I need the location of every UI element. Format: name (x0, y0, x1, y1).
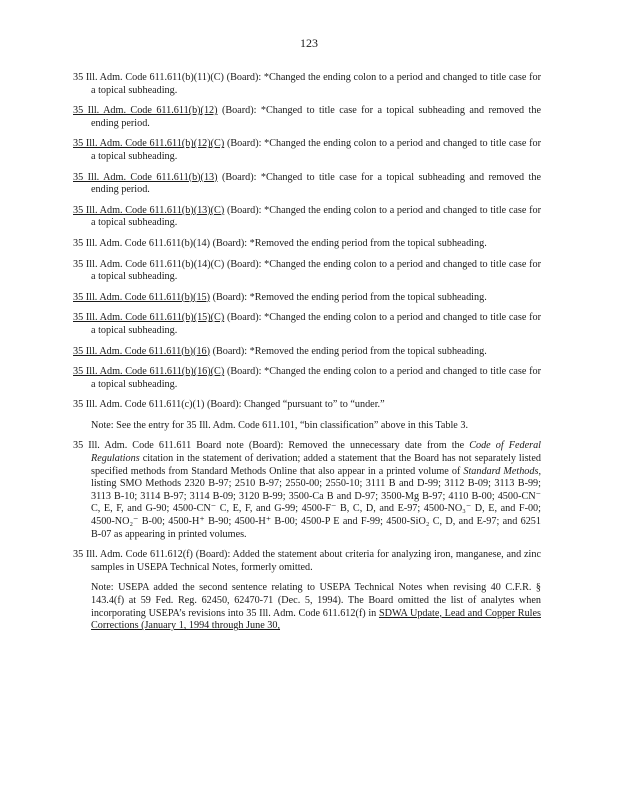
table-row (73, 346, 541, 359)
entry-611-612-f: 35 Ill. Adm. Code 611.612(f) (Board): Added the statement about criteria for analyzing iron, manganese, and zinc samples in USEPA Technical Notes, formerly omitted. (73, 549, 541, 573)
board-note-text-1: 35 Ill. Adm. Code 611.611 Board note (Board): Removed the unnecessary date from the (73, 440, 470, 452)
entry-description: (Board): *Removed the ending period from the topical subheading. (210, 291, 487, 303)
board-note-text-3: , listing SMO Methods 2320 B-97; 2510 B-97; 2550-00; 2550-10; 3111 B and D-99; 3112 B-09; 3113 B-99; 3113 B-10; 3114 B-97; 3114 B-09; 3120 B-99; 3500-Ca B and D-97; 3500-Mg B-97; 4110 B-00; 4500-CN⁻ C, E, F, and G-90; 4500-CN⁻ C, E, F, and G-99; 4500-F⁻ B, C, D, and E-97; 4500-NO₃⁻ D, E, and F-00; 4500-NO₂⁻ B-00; 4500-H⁺ B-90; 4500-H⁺ B-00; 4500-P E and F-99; 4500-SiO₂ C, D, and E-97; and 6251 B-07 as appearing in printed volumes. (91, 465, 541, 540)
page-number: 123 (300, 36, 318, 50)
table-row (73, 172, 541, 197)
entry-citation: 35 Ill. Adm. Code 611.611(b)(13)(C) (73, 204, 225, 216)
table-row (73, 138, 541, 163)
entry-citation: 35 Ill. Adm. Code 611.611(b)(16)(C) (73, 366, 225, 378)
note-usepa-text: Note: USEPA added the second sentence relating to USEPA Technical Notes when revising 40 C.F.R. § 143.4(f) at 59 Fed. Reg. 62450, 62470-71 (Dec. 5, 1994). The Board omitted the list of analytes when incorporating USEPA’s revisions into 35 Ill. Adm. Code 611.612(f) in (91, 582, 541, 619)
board-note-standard-methods: Standard Methods (463, 465, 539, 477)
board-note-text-2: citation in the statement of derivation; added a statement that the Board has not separately listed specified methods from Standard Methods Online that also appear in a printed volume of (91, 453, 541, 477)
table-row (73, 292, 541, 305)
entry-citation: 35 Ill. Adm. Code 611.611(b)(15) (73, 291, 211, 303)
entry-description: (Board): *Changed to title case for a topical subheading and removed the ending period. (91, 171, 541, 196)
entry-description: (Board): *Changed the ending colon to a period and changed to title case for a topical subheading. (91, 366, 541, 390)
entry-description: (Board): *Changed the ending colon to a period and changed to title case for a topical subheading. (91, 138, 541, 162)
entry-description: (Board): *Removed the ending period from the topical subheading. (210, 345, 487, 357)
entry-citation: 35 Ill. Adm. Code 611.611(b)(13) (73, 171, 218, 183)
note-usepa-underlined: SDWA Update, Lead and Copper Rules Corrections (January 1, 1994 through June 30, (91, 607, 541, 632)
entry-description: (Board): *Changed to title case for a topical subheading and removed the ending period. (91, 105, 541, 129)
entry-citation: 35 Ill. Adm. Code 611.611(b)(11)(C) (73, 72, 224, 83)
board-note-cfr: Code of Federal Regulations (91, 440, 541, 465)
amendment-table (73, 72, 541, 641)
entry-citation: 35 Ill. Adm. Code 611.611(b)(14)(C) (73, 258, 225, 270)
entry-citation: 35 Ill. Adm. Code 611.611(b)(14) (73, 237, 211, 249)
table-row (73, 399, 541, 412)
entry-description: (Board): *Removed the ending period from the topical subheading. (210, 237, 487, 249)
table-row (73, 105, 541, 130)
entry-board-note (73, 440, 541, 541)
entry-description: (Board): *Changed the ending colon to a period and changed to title case for a topical subheading. (91, 72, 541, 96)
note-bin-classification: Note: See the entry for 35 Ill. Adm. Code 611.101, “bin classification” above in this Table 3. (91, 419, 468, 431)
table-row (73, 312, 541, 337)
table-row (73, 72, 541, 97)
note-usepa (73, 582, 541, 632)
table-row (73, 259, 541, 284)
entry-description: (Board): *Changed the ending colon to a period and changed to title case for a topical subheading. (91, 204, 541, 229)
entry-list (73, 72, 541, 412)
entry-description: (Board): Changed “pursuant to” to “under.” (204, 399, 385, 411)
table-row (73, 205, 541, 230)
entry-citation: 35 Ill. Adm. Code 611.611(b)(15)(C) (73, 312, 225, 324)
entry-description: (Board): *Changed the ending colon to a period and changed to title case for a topical subheading. (91, 312, 541, 336)
table-row (73, 238, 541, 251)
entry-citation: 35 Ill. Adm. Code 611.611(b)(12)(C) (73, 138, 225, 150)
table-row (73, 366, 541, 391)
entry-citation: 35 Ill. Adm. Code 611.611(b)(12) (73, 105, 218, 117)
entry-citation: 35 Ill. Adm. Code 611.611(b)(16) (73, 345, 211, 357)
entry-description: (Board): *Changed the ending colon to a period and changed to title case for a topical subheading. (91, 258, 541, 283)
entry-citation: 35 Ill. Adm. Code 611.611(c)(1) (73, 399, 205, 411)
